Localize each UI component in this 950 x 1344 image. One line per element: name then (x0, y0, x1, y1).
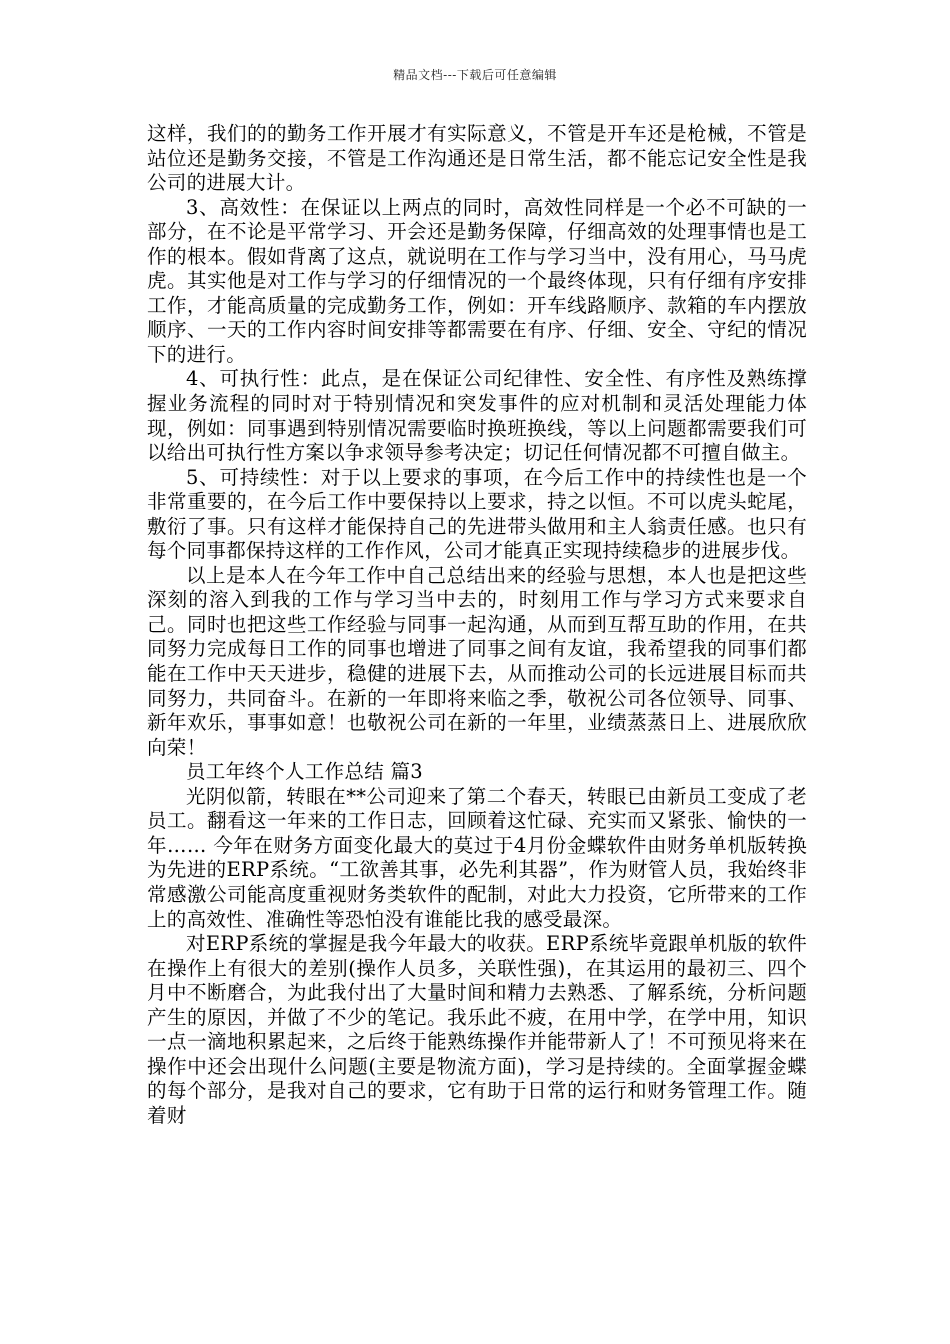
paragraph-time-flies: 光阴似箭，转眼在**公司迎来了第二个春天，转眼已由新员工变成了老员工。翻看这一年来的工作日志，回顾着这忙碌、充实而又紧张、愉快的一年…… 今年在财务方面变化最大的莫过于4月份金蝶软件由财务单机版转换为先进的ERP系统。“工欲善其事，必先利其器”，作为财管人员，我始终非常感激公司能高度重视财务类软件的配制，对此大力投资，它所带来的工作上的高效性、准确性等恐怕没有谁能比我的感受最深。 (147, 784, 807, 931)
paragraph-efficiency: 3、高效性：在保证以上两点的同时，高效性同样是一个必不可缺的一部分，在不论是平常学习、开会还是勤务保障，仔细高效的处理事情也是工作的根本。假如背离了这点，就说明在工作与学习当中，没有用心，马马虎虎。其实他是对工作与学习的仔细情况的一个最终体现，只有仔细有序安排工作，才能高质量的完成勤务工作，例如：开车线路顺序、款箱的车内摆放顺序、一天的工作内容时间安排等都需要在有序、仔细、安全、守纪的情况下的进行。 (147, 195, 807, 366)
paragraph-erp-system: 对ERP系统的掌握是我今年最大的收获。ERP系统毕竟跟单机版的软件在操作上有很大的差别(操作人员多，关联性强)，在其运用的最初三、四个月中不断磨合，为此我付出了大量时间和精力去熟悉、了解系统，分析问题产生的原因，并做了不少的笔记。我乐此不疲，在用中学，在学中用，知识一点一滴地积累起来，之后终于能熟练操作并能带新人了！不可预见将来在操作中还会出现什么问题(主要是物流方面)，学习是持续的。全面掌握金蝶的每个部分，是我对自己的要求，它有助于日常的运行和财务管理工作。随着财 (147, 932, 807, 1127)
paragraph-safety-continuation: 这样，我们的的勤务工作开展才有实际意义，不管是开车还是枪械，不管是站位还是勤务交接，不管是工作沟通还是日常生活，都不能忘记安全性是我公司的进展大计。 (147, 122, 807, 195)
page-header: 精品文档---下载后可任意编辑 (393, 68, 557, 82)
document-body (147, 122, 807, 1128)
paragraph-sustainability: 5、可持续性：对于以上要求的事项，在今后工作中的持续性也是一个非常重要的，在今后工作中要保持以上要求，持之以恒。不可以虎头蛇尾，敷衍了事。只有这样才能保持自己的先进带头做用和主人翁责任感。也只有每个同事都保持这样的工作作风，公司才能真正实现持续稳步的进展步伐。 (147, 465, 807, 563)
paragraph-executability: 4、可执行性：此点，是在保证公司纪律性、安全性、有序性及熟练撑握业务流程的同时对于特别情况和突发事件的应对机制和灵活处理能力体现，例如：同事遇到特别情况需要临时换班换线，等以上问题都需要我们可以给出可执行性方案以争求领导参考决定；切记任何情况都不可擅自做主。 (147, 367, 807, 465)
paragraph-conclusion: 以上是本人在今年工作中自己总结出来的经验与思想，本人也是把这些深刻的溶入到我的工作与学习当中去的，时刻用工作与学习方式来要求自己。同时也把这些工作经验与同事一起沟通，从而到互帮互助的作用，在共同努力完成每日工作的同事也增进了同事之间有友谊，我希望我的同事们都能在工作中天天进步，稳健的进展下去，从而推动公司的长远进展目标而共同努力，共同奋斗。在新的一年即将来临之季，敬祝公司各位领导、同事、新年欢乐，事事如意！也敬祝公司在新的一年里，业绩蒸蒸日上、进展欣欣向荣！ (147, 563, 807, 759)
section-heading: 员工年终个人工作总结 篇3 (186, 760, 424, 784)
